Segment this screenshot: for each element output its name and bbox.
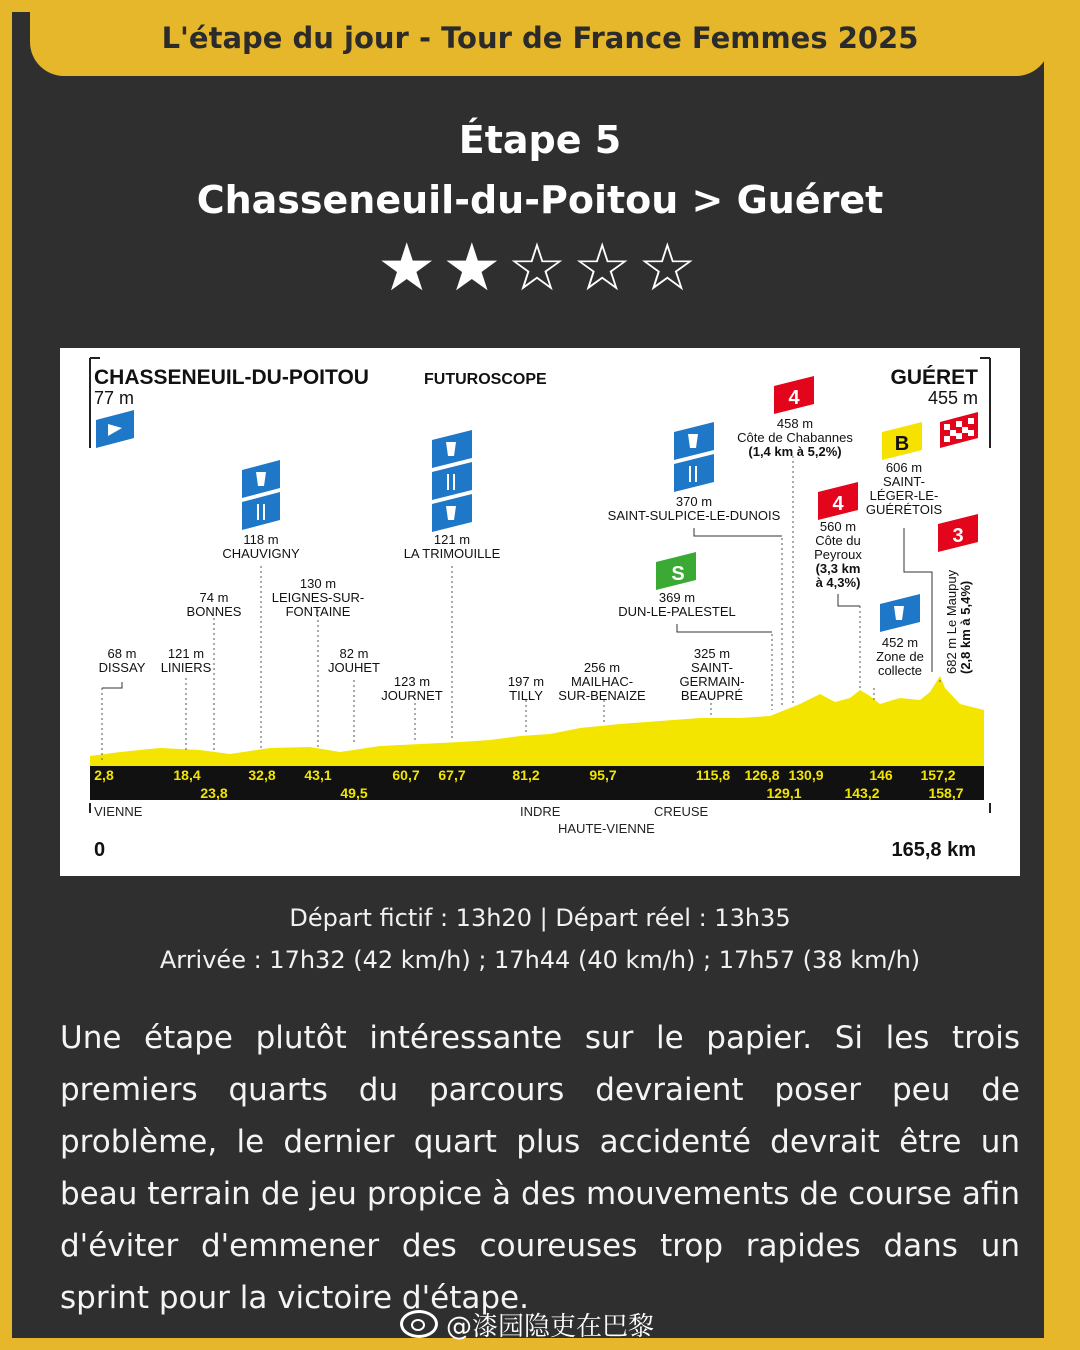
marker-mailhac-alt: 256 m (583, 660, 621, 675)
marker-collecte-name2: collecte (877, 663, 923, 678)
start-town: CHASSENEUIL-DU-POITOU (94, 366, 369, 389)
marker-leignes-name2: FONTAINE (285, 604, 351, 619)
feed-zone-icon (242, 460, 280, 530)
marker-stgermain-name1: SAINT- (691, 660, 733, 675)
km-label: 143,2 (844, 785, 880, 801)
marker-journet-alt: 123 m (393, 674, 431, 689)
watermark (400, 1306, 654, 1342)
marker-jouhet-alt: 82 m (339, 646, 369, 661)
km-label: 146 (869, 767, 893, 783)
department-label: VIENNE (94, 804, 143, 819)
svg-text:4: 4 (788, 387, 800, 409)
svg-text:B: B (894, 433, 910, 455)
km-label: 18,4 (173, 767, 201, 783)
marker-stleger-name2: LÉGER-LE- (869, 488, 939, 503)
banner-title: L'étape du jour - Tour de France Femmes 2025 (161, 21, 919, 55)
department-label: CREUSE (654, 804, 709, 819)
stage-description: Une étape plutôt intéressante sur le papier. Si les trois premiers quarts du parcours devraient poser peu de problème, le dernier quart plus accidenté devrait être un beau terrain de jeu propice à des mouvements de course afin d'éviter d'emmener des coureuses trop rapides dans un sprint pour la victoire d'étape. (60, 1020, 1020, 1316)
svg-text:3: 3 (952, 525, 964, 547)
marker-mailhac-name2: SUR-BENAIZE (558, 688, 646, 703)
km-label: 49,5 (340, 785, 368, 801)
sprint-icon (656, 552, 696, 590)
km-label: 129,1 (766, 785, 802, 801)
department-label: HAUTE-VIENNE (558, 821, 655, 836)
departure-times: Départ fictif : 13h20 | Départ réel : 13h35 (289, 904, 791, 932)
marker-collecte-name1: Zone de (876, 649, 924, 664)
climb-cat4-icon (774, 376, 814, 414)
marker-stgermain-alt: 325 m (693, 646, 731, 661)
km-start: 0 (94, 839, 106, 861)
marker-bonnes-alt: 74 m (199, 590, 229, 605)
marker-stgermain-name3: BEAUPRÉ (680, 688, 744, 703)
marker-tilly-name: TILLY (509, 688, 543, 703)
km-label: 126,8 (744, 767, 780, 783)
weibo-logo-icon (400, 1310, 438, 1338)
header-banner (30, 0, 1050, 76)
km-label: 157,2 (920, 767, 956, 783)
department-label: INDRE (520, 804, 561, 819)
km-label: 43,1 (304, 767, 332, 783)
stage-profile-graphic (60, 348, 1020, 876)
marker-dun-alt: 369 m (658, 590, 696, 605)
km-label: 130,9 (788, 767, 824, 783)
marker-journet-name: JOURNET (381, 688, 443, 703)
marker-peyroux-name1: Côte du (815, 533, 861, 548)
marker-stleger-name3: GUÉRÉTOIS (865, 502, 943, 517)
marker-chauvigny-name: CHAUVIGNY (222, 546, 300, 561)
marker-chabannes-grade: (1,4 km à 5,2%) (748, 444, 842, 459)
start-sponsor: FUTUROSCOPE (424, 371, 547, 388)
svg-text:S: S (671, 563, 685, 585)
marker-mailhac-name1: MAILHAC- (570, 674, 634, 689)
marker-peyroux-grade2: à 4,3%) (815, 575, 861, 590)
marker-collecte-alt: 452 m (881, 635, 919, 650)
finish-town: GUÉRET (890, 366, 978, 389)
stage-route: Chasseneuil-du-Poitou > Guéret (196, 178, 884, 222)
km-label: 158,7 (928, 785, 964, 801)
marker-jouhet-name: JOUHET (328, 660, 380, 675)
km-label: 32,8 (248, 767, 276, 783)
marker-chabannes-name: Côte de Chabannes (737, 430, 853, 445)
marker-maupuy-alt: 682 m Le Maupuy (944, 569, 959, 674)
bonus-b-icon (882, 422, 922, 460)
marker-liniers-alt: 121 m (167, 646, 205, 661)
marker-stleger-name1: SAINT- (883, 474, 925, 489)
marker-chauvigny-alt: 118 m (243, 532, 279, 547)
km-label: 115,8 (695, 767, 731, 783)
km-label: 67,7 (438, 767, 466, 783)
marker-stgermain-name2: GERMAIN- (679, 674, 745, 689)
marker-dissay-alt: 68 m (107, 646, 137, 661)
marker-peyroux-grade1: (3,3 km (815, 561, 861, 576)
marker-maupuy-grade: (2,8 km à 5,4%) (958, 580, 973, 674)
marker-dun-name: DUN-LE-PALESTEL (618, 604, 736, 619)
feed-zone-icon (432, 430, 472, 532)
climb-cat4-icon (818, 482, 858, 520)
marker-stsulpice-name: SAINT-SULPICE-LE-DUNOIS (607, 508, 781, 523)
stage-number: Étape 5 (458, 118, 622, 162)
km-total: 165,8 km (891, 839, 976, 861)
km-label: 23,8 (200, 785, 228, 801)
marker-stsulpice-alt: 370 m (675, 494, 713, 509)
marker-stleger-alt: 606 m (885, 460, 923, 475)
km-label: 60,7 (392, 767, 420, 783)
start-altitude: 77 m (94, 388, 135, 408)
marker-peyroux-name2: Peyroux (814, 547, 862, 562)
stage-profile (60, 348, 1020, 876)
marker-trimouille-alt: 121 m (433, 532, 471, 547)
km-label: 95,7 (589, 767, 617, 783)
feed-zone-icon (880, 594, 920, 632)
marker-peyroux-alt: 560 m (819, 519, 857, 534)
marker-bonnes-name: BONNES (186, 604, 242, 619)
marker-liniers-name: LINIERS (160, 660, 212, 675)
watermark-text: @漆园隐吏在巴黎 (446, 1311, 655, 1342)
arrival-times: Arrivée : 17h32 (42 km/h) ; 17h44 (40 km/h) ; 17h57 (38 km/h) (159, 946, 921, 974)
km-label: 2,8 (94, 767, 114, 783)
svg-text:4: 4 (832, 493, 844, 515)
finish-flag-icon (940, 412, 978, 448)
marker-leignes-alt: 130 m (299, 576, 337, 591)
marker-dissay-name: DISSAY (98, 660, 146, 675)
marker-chabannes-alt: 458 m (776, 416, 814, 431)
marker-trimouille-name: LA TRIMOUILLE (403, 546, 501, 561)
finish-altitude: 455 m (927, 388, 978, 408)
km-label: 81,2 (512, 767, 540, 783)
start-flag-icon (96, 410, 134, 448)
marker-tilly-alt: 197 m (507, 674, 545, 689)
feed-zone-icon (674, 422, 714, 492)
climb-cat3-icon (938, 514, 978, 552)
difficulty-stars: ★★☆☆☆ (377, 229, 703, 306)
marker-leignes-name1: LEIGNES-SUR- (271, 590, 365, 605)
